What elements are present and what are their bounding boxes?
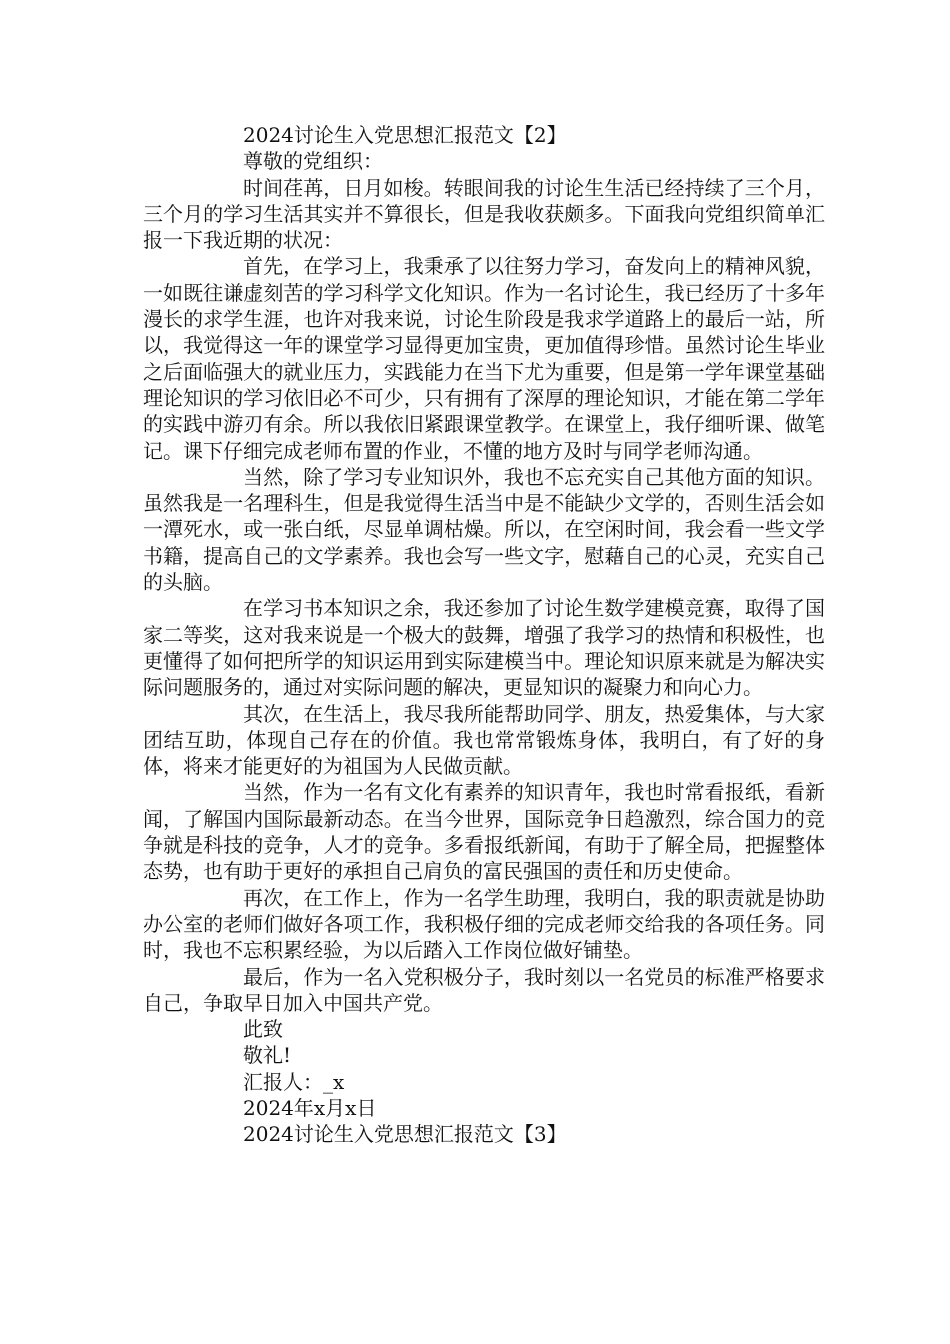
paragraph-1: 时间荏苒，日月如梭。转眼间我的讨论生生活已经持续了三个月，三个月的学习生活其实并不算很长，但是我收获颇多。下面我向党组织简单汇报一下我近期的状况： (143, 175, 825, 253)
paragraph-7: 再次，在工作上，作为一名学生助理，我明白，我的职责就是协助办公室的老师们做好各项工作，我积极仔细的完成老师交给我的各项任务。同时，我也不忘积累经验，为以后踏入工作岗位做好铺垫。 (143, 885, 825, 963)
salutation: 尊敬的党组织： (243, 149, 383, 174)
paragraph-6: 当然，作为一名有文化有素养的知识青年，我也时常看报纸，看新闻，了解国内国际最新动态。在当今世界，国际竞争日趋激烈，综合国力的竞争就是科技的竞争，人才的竞争。多看报纸新闻，有助于了解全局，把握整体态势，也有助于更好的承担自己肩负的富民强国的责任和历史使命。 (143, 780, 825, 884)
paragraph-2: 首先，在学习上，我秉承了以往努力学习，奋发向上的精神风貌，一如既往谦虚刻苦的学习科学文化知识。作为一名讨论生，我已经历了十多年漫长的求学生涯，也许对我来说，讨论生阶段是我求学道路上的最后一站，所以，我觉得这一年的课堂学习显得更加宝贵，更加值得珍惜。虽然讨论生毕业之后面临强大的就业压力，实践能力在当下尤为重要，但是第一学年课堂基础理论知识的学习依旧必不可少，只有拥有了深厚的理论知识，才能在第二学年的实践中游刃有余。所以我依旧紧跟课堂教学。在课堂上，我仔细听课、做笔记。课下仔细完成老师布置的作业，不懂的地方及时与同学老师沟通。 (143, 254, 825, 463)
closing-greeting: 此致 (243, 1017, 283, 1042)
closing-salute: 敬礼! (243, 1043, 292, 1068)
paragraph-5: 其次，在生活上，我尽我所能帮助同学、朋友，热爱集体，与大家团结互助，体现自己存在的价值。我也常常锻炼身体，我明白，有了好的身体，将来才能更好的为祖国为人民做贡献。 (143, 701, 825, 779)
document-body (143, 122, 825, 1148)
section-title-3: 2024讨论生入党思想汇报范文【3】 (243, 1122, 567, 1147)
reporter-line: 汇报人：_x (243, 1069, 345, 1094)
paragraph-4: 在学习书本知识之余，我还参加了讨论生数学建模竞赛，取得了国家二等奖，这对我来说是一个极大的鼓舞，增强了我学习的热情和积极性，也更懂得了如何把所学的知识运用到实际建模当中。理论知识原来就是为解决实际问题服务的，通过对实际问题的解决，更显知识的凝聚力和向心力。 (143, 596, 825, 700)
section-title-2: 2024讨论生入党思想汇报范文【2】 (243, 123, 567, 147)
paragraph-8: 最后，作为一名入党积极分子，我时刻以一名党员的标准严格要求自己，争取早日加入中国共产党。 (143, 964, 825, 1015)
paragraph-3: 当然，除了学习专业知识外，我也不忘充实自己其他方面的知识。虽然我是一名理科生，但是我觉得生活当中是不能缺少文学的，否则生活会如一潭死水，或一张白纸，尽显单调枯燥。所以，在空闲时间，我会看一些文学书籍，提高自己的文学素养。我也会写一些文字，慰藉自己的心灵，充实自己的头脑。 (143, 464, 825, 595)
date-line: 2024年x月x日 (243, 1095, 377, 1120)
